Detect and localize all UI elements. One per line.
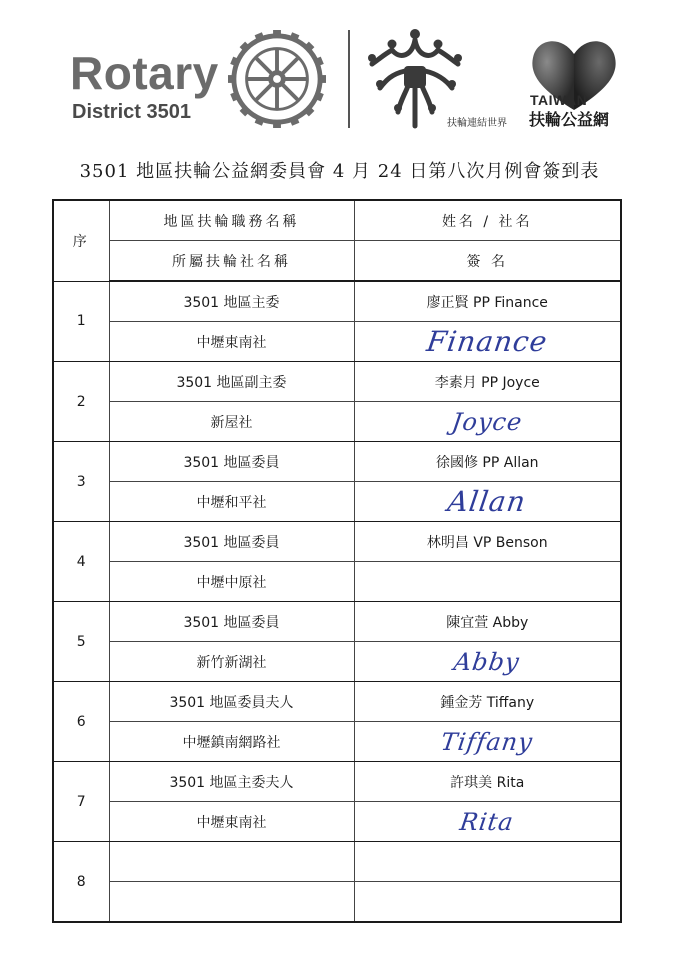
header-row <box>53 241 621 282</box>
table-row <box>53 482 621 522</box>
name-cell: 陳宜萱 Abby <box>354 602 621 642</box>
signature-cell <box>354 802 621 842</box>
position-cell: 3501 地區委員 <box>109 522 354 562</box>
club-cell <box>109 882 354 923</box>
district-label: District 3501 <box>72 101 191 123</box>
table-row <box>53 842 621 882</box>
seq-cell: 5 <box>53 602 109 682</box>
name-cell <box>354 842 621 882</box>
signature-cell <box>354 482 621 522</box>
table-row <box>53 762 621 802</box>
signature-cell <box>354 562 621 602</box>
seq-cell: 8 <box>53 842 109 923</box>
position-cell: 3501 地區委員夫人 <box>109 682 354 722</box>
club-cell: 中壢東南社 <box>109 802 354 842</box>
page-title: 3501 地區扶輪公益網委員會 4 月 24 日第八次月例會簽到表 <box>79 161 600 182</box>
taiwan-subtitle: 扶輪公益網 <box>529 110 610 129</box>
table-row <box>53 882 621 923</box>
table-row <box>53 362 621 402</box>
tree-caption: 扶輪連結世界 <box>447 118 507 129</box>
name-cell: 鍾金芳 Tiffany <box>354 682 621 722</box>
header-row <box>53 200 621 241</box>
seq-header: 序 <box>53 200 109 281</box>
position-cell: 3501 地區主委夫人 <box>109 762 354 802</box>
rotary-wheel-icon <box>228 30 326 128</box>
position-cell: 3501 地區副主委 <box>109 362 354 402</box>
seq-cell: 3 <box>53 442 109 522</box>
handwritten-signature: Abby <box>452 647 523 676</box>
people-tree-icon <box>360 26 470 131</box>
signature-header: 簽 名 <box>354 241 621 282</box>
club-cell: 新竹新湖社 <box>109 642 354 682</box>
table-row <box>53 322 621 362</box>
signature-cell <box>354 722 621 762</box>
signature-cell <box>354 642 621 682</box>
signature-cell <box>354 402 621 442</box>
table-row <box>53 802 621 842</box>
seq-cell: 2 <box>53 362 109 442</box>
seq-cell: 1 <box>53 281 109 362</box>
handwritten-signature: Rita <box>458 807 517 836</box>
table-row <box>53 722 621 762</box>
club-cell: 中壢鎮南網路社 <box>109 722 354 762</box>
position-header: 地區扶輪職務名稱 <box>109 200 354 241</box>
club-cell: 新屋社 <box>109 402 354 442</box>
table-row <box>53 522 621 562</box>
name-cell: 李素月 PP Joyce <box>354 362 621 402</box>
position-cell <box>109 842 354 882</box>
table-row <box>53 281 621 322</box>
position-cell: 3501 地區委員 <box>109 442 354 482</box>
table-row <box>53 562 621 602</box>
handwritten-signature: Finance <box>424 325 550 358</box>
name-cell: 廖正賢 PP Finance <box>354 281 621 322</box>
club-header: 所屬扶輪社名稱 <box>109 241 354 282</box>
position-cell: 3501 地區主委 <box>109 281 354 322</box>
logo-divider <box>348 30 350 128</box>
letterhead <box>0 0 679 150</box>
signature-cell <box>354 882 621 923</box>
signature-cell <box>354 322 621 362</box>
table-row <box>53 402 621 442</box>
handwritten-signature: Tiffany <box>439 727 536 756</box>
name-cell: 林明昌 VP Benson <box>354 522 621 562</box>
name-header: 姓名 / 社名 <box>354 200 621 241</box>
table-row <box>53 602 621 642</box>
seq-cell: 6 <box>53 682 109 762</box>
taiwan-wordmark: TAIWAN <box>530 92 588 108</box>
position-cell: 3501 地區委員 <box>109 602 354 642</box>
sign-in-table <box>52 199 622 923</box>
club-cell: 中壢中原社 <box>109 562 354 602</box>
seq-cell: 4 <box>53 522 109 602</box>
handwritten-signature: Joyce <box>450 407 525 436</box>
seq-cell: 7 <box>53 762 109 842</box>
table-row <box>53 682 621 722</box>
table-row <box>53 442 621 482</box>
handwritten-signature: Allan <box>445 485 529 518</box>
name-cell: 許琪美 Rita <box>354 762 621 802</box>
club-cell: 中壢東南社 <box>109 322 354 362</box>
table-row <box>53 642 621 682</box>
name-cell: 徐國修 PP Allan <box>354 442 621 482</box>
club-cell: 中壢和平社 <box>109 482 354 522</box>
rotary-wordmark: Rotary <box>70 47 219 99</box>
